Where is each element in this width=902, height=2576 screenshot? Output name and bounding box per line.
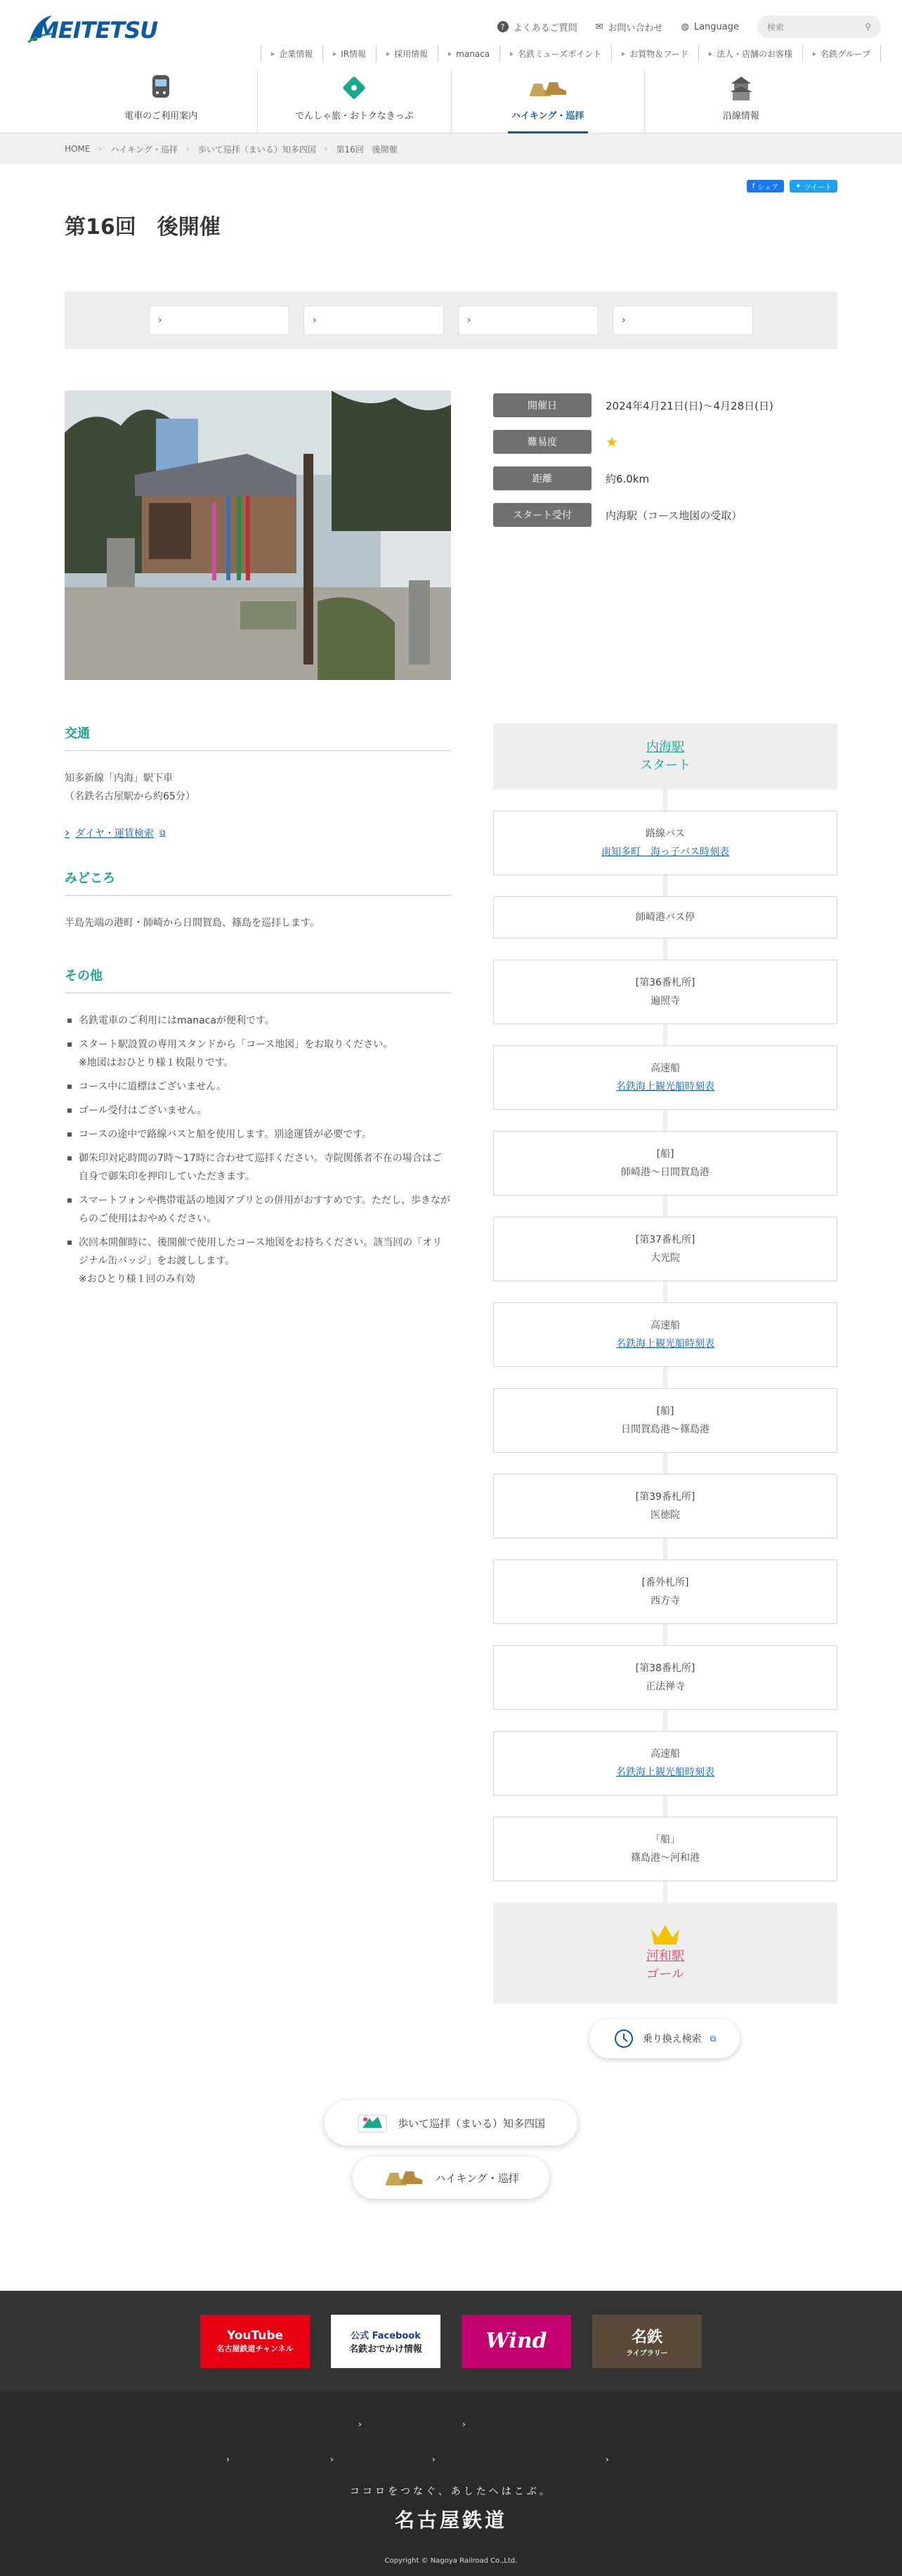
faq-link[interactable] bbox=[497, 20, 577, 34]
route-step bbox=[493, 960, 837, 1024]
share-buttons bbox=[747, 180, 837, 192]
info-row-distance bbox=[493, 465, 837, 492]
list-item: スタート駅設置の専用スタンドから「コース地図」をお取りください。 ※地図はおひとり様１枚限りです。 bbox=[65, 1035, 451, 1072]
route-connector bbox=[663, 790, 667, 811]
route-connector bbox=[663, 1024, 667, 1045]
route-step bbox=[493, 896, 837, 939]
hiking-link-button[interactable] bbox=[353, 2157, 549, 2199]
list-item: 次回本開催時に、後開催で使用したコース地図をお持ちください。該当回の「オリジナル缶バッジ」をお渡しします。 ※おひとり様１回のみ有効 bbox=[65, 1234, 451, 1288]
logo-text: MEITETSU bbox=[37, 17, 158, 44]
search-input[interactable] bbox=[757, 15, 881, 38]
subnav-label: 名鉄グループ bbox=[820, 49, 870, 59]
details-column bbox=[65, 724, 451, 1294]
list-item: ゴール受付はございません。 bbox=[65, 1101, 451, 1120]
info-row-start bbox=[493, 502, 837, 528]
clock-icon bbox=[613, 2028, 634, 2049]
chevron-right-icon: › bbox=[622, 315, 626, 326]
info-row-difficulty bbox=[493, 429, 837, 455]
chevron-right-icon: › bbox=[324, 144, 328, 154]
subnav-item[interactable] bbox=[438, 45, 500, 63]
route-connector bbox=[663, 1281, 667, 1302]
route-step bbox=[493, 1045, 837, 1110]
breadcrumb-item[interactable]: HOME bbox=[65, 144, 91, 154]
facebook-icon: f bbox=[752, 182, 755, 190]
route-step-title: [船] bbox=[656, 1149, 674, 1160]
chevron-right-icon: › bbox=[98, 144, 103, 154]
route-step-detail: 篠島港～河和港 bbox=[631, 1852, 700, 1864]
goal-label: ゴール bbox=[646, 1967, 684, 1982]
route-step bbox=[493, 1217, 837, 1281]
route-step-detail: 日間賀島港～篠島港 bbox=[621, 1424, 710, 1435]
route-step-detail: 大光院 bbox=[651, 1253, 680, 1264]
route-step-detail: 遍照寺 bbox=[651, 995, 680, 1007]
route-step-detail: 医徳院 bbox=[651, 1510, 680, 1521]
pilgrim-icon bbox=[357, 2112, 388, 2133]
hiking-link-label: ハイキング・巡拝 bbox=[435, 2171, 519, 2185]
list-item: 御朱印対応時間の7時～17時に合わせて巡拝ください。寺院関係者不在の場合はご自身で御朱印を押印していただきます。 bbox=[65, 1149, 451, 1186]
maira-link-button[interactable] bbox=[325, 2100, 577, 2145]
library-banner[interactable] bbox=[592, 2315, 702, 2368]
globe-icon: ◍ bbox=[681, 21, 689, 32]
twitter-icon: ✦ bbox=[795, 182, 802, 190]
footer-company: 名古屋鉄道 bbox=[394, 2509, 507, 2532]
banner-subtitle: 名鉄おでかけ情報 bbox=[349, 2343, 422, 2355]
route-connector bbox=[663, 1453, 667, 1474]
route-step-title: 「船」 bbox=[651, 1834, 680, 1845]
gnav-train[interactable] bbox=[65, 70, 258, 133]
route-step bbox=[493, 1302, 837, 1367]
route-step-title: [船] bbox=[656, 1406, 674, 1417]
facebook-share-button[interactable] bbox=[747, 180, 784, 192]
footer-tagline: ココロをつなぐ、あしたへはこぶ。 bbox=[350, 2486, 552, 2497]
chevron-right-icon[interactable]: › bbox=[462, 2419, 466, 2429]
timetable-search-link[interactable] bbox=[65, 825, 451, 840]
gnav-label: 電車のご利用案内 bbox=[124, 111, 198, 122]
footer-banners bbox=[0, 2291, 902, 2391]
temple-photo bbox=[65, 391, 451, 680]
subnav-label: 法人・店舗のお客様 bbox=[716, 49, 792, 59]
train-icon bbox=[150, 74, 171, 102]
chevron-right-icon[interactable]: › bbox=[432, 2454, 436, 2464]
route-step-title: 高速船 bbox=[651, 1320, 680, 1331]
global-nav bbox=[65, 70, 837, 133]
route-step-title: [第36番札所] bbox=[635, 977, 695, 988]
banner-title: Wind bbox=[485, 2329, 547, 2353]
route-connector bbox=[663, 1196, 667, 1217]
site-header bbox=[0, 0, 902, 133]
list-item: コースの途中で路線バスと船を使用します。別途運賃が必要です。 bbox=[65, 1125, 451, 1144]
contact-label: お問い合わせ bbox=[608, 22, 663, 34]
list-item: コース中に道標はございません。 bbox=[65, 1078, 451, 1096]
list-item: スマートフォンや携帯電話の地図アプリとの併用がおすすめです。ただし、歩きながらのご使用はおやめください。 bbox=[65, 1191, 451, 1228]
facebook-banner[interactable] bbox=[331, 2315, 440, 2368]
event-start: 内海駅（コース地図の受取） bbox=[606, 509, 743, 522]
subnav-label: 名鉄ミューズポイント bbox=[518, 49, 602, 59]
event-info bbox=[493, 392, 837, 538]
info-label: 開催日 bbox=[493, 393, 591, 417]
utility-nav bbox=[497, 15, 881, 38]
timetable-search-label: › ダイヤ・運賃検索 bbox=[75, 828, 154, 839]
route-step-title: 師崎港バス停 bbox=[636, 912, 695, 923]
route-step bbox=[493, 1731, 837, 1796]
info-label: スタート受付 bbox=[493, 503, 591, 527]
route-step bbox=[493, 1817, 837, 1881]
banner-title: 公式 Facebook bbox=[351, 2330, 421, 2341]
info-label: 難易度 bbox=[493, 430, 591, 454]
chevron-right-icon: › bbox=[185, 144, 190, 154]
subnav-label: お買物＆フード bbox=[629, 49, 688, 59]
language-link[interactable] bbox=[681, 22, 740, 32]
mail-icon: ✉ bbox=[595, 21, 603, 32]
anchor-tab[interactable] bbox=[303, 306, 444, 335]
goal-station-link[interactable]: 河和駅 bbox=[646, 1949, 684, 1963]
info-row-date bbox=[493, 392, 837, 419]
route-connector bbox=[663, 939, 667, 960]
breadcrumb bbox=[0, 133, 902, 164]
subnav-item[interactable] bbox=[323, 45, 377, 63]
breadcrumb-item[interactable]: ハイキング・巡拝 bbox=[110, 144, 178, 155]
twitter-share-label: ツイート bbox=[804, 183, 832, 192]
course-route bbox=[493, 724, 837, 2003]
crown-icon bbox=[650, 1922, 681, 1947]
timetable-link[interactable]: 名鉄海上観光船時刻表 bbox=[616, 1338, 714, 1349]
anchor-tabs bbox=[65, 292, 837, 349]
anchor-tab[interactable] bbox=[149, 306, 289, 335]
chevron-right-icon[interactable]: › bbox=[330, 2454, 334, 2464]
twitter-share-button[interactable] bbox=[790, 180, 837, 192]
route-step bbox=[493, 1131, 837, 1196]
external-link-icon: ⧉ bbox=[159, 828, 166, 837]
chevron-right-icon: › bbox=[467, 315, 471, 326]
chevron-right-icon: › bbox=[158, 315, 162, 326]
gnav-hiking[interactable] bbox=[452, 70, 645, 133]
gnav-area[interactable] bbox=[645, 70, 837, 133]
question-icon: ? bbox=[497, 21, 509, 32]
banner-title: 名鉄 bbox=[631, 2328, 662, 2346]
route-connector bbox=[663, 1367, 667, 1388]
highlights-text: 半島先端の港町・師崎から日間賀島、篠島を巡拝します。 bbox=[65, 917, 320, 929]
notes-list bbox=[65, 1012, 451, 1288]
route-step-title: [第39番札所] bbox=[635, 1491, 695, 1503]
access-text: （名鉄名古屋駅から約65分） bbox=[65, 791, 195, 802]
route-start bbox=[493, 724, 837, 790]
route-step-title: [番外札所] bbox=[641, 1577, 689, 1588]
start-label: スタート bbox=[640, 758, 691, 773]
route-step-detail: 正法禅寺 bbox=[646, 1681, 685, 1692]
route-step-title: 高速船 bbox=[651, 1748, 680, 1760]
route-steps bbox=[493, 790, 837, 1881]
subnav-label: IR情報 bbox=[341, 49, 367, 59]
route-connector bbox=[663, 1538, 667, 1560]
contact-link[interactable] bbox=[596, 20, 663, 34]
facebook-share-label: シェア bbox=[757, 183, 779, 192]
route-step-detail: 師崎港～日間賀島港 bbox=[621, 1167, 710, 1178]
subnav-item[interactable] bbox=[377, 45, 438, 63]
language-label: Language bbox=[693, 21, 739, 32]
gnav-ticket[interactable] bbox=[258, 70, 451, 133]
route-step-detail: 西方寺 bbox=[651, 1595, 680, 1607]
hiking-boots-icon bbox=[383, 2167, 425, 2188]
start-station-link[interactable]: 内海駅 bbox=[646, 740, 684, 754]
route-step bbox=[493, 1474, 837, 1538]
page-title: 第16回 後開催 bbox=[65, 215, 221, 240]
route-step bbox=[493, 1388, 837, 1453]
subnav-item[interactable] bbox=[699, 45, 803, 63]
transfer-search-label: 乗り換え検索 bbox=[642, 2034, 702, 2045]
search-icon[interactable]: ⚲ bbox=[865, 22, 871, 32]
wind-banner[interactable] bbox=[462, 2315, 571, 2368]
banner-subtitle: 名古屋鉄道チャンネル bbox=[216, 2343, 294, 2353]
highlights-heading: みどころ bbox=[65, 868, 451, 896]
anchor-tab[interactable] bbox=[458, 306, 599, 335]
route-connector bbox=[663, 1710, 667, 1731]
breadcrumb-current: 第16回 後開催 bbox=[336, 144, 398, 155]
timetable-link[interactable]: 名鉄海上観光船時刻表 bbox=[616, 1081, 714, 1092]
route-connector bbox=[663, 875, 667, 896]
access-text: 知多新線「内海」駅下車 bbox=[65, 773, 173, 784]
timetable-link[interactable]: 南知多町 海っ子バス時刻表 bbox=[601, 846, 729, 858]
route-step-title: [第38番札所] bbox=[635, 1663, 695, 1674]
access-heading: 交通 bbox=[65, 724, 451, 751]
event-date: 2024年4月21日(日)～4月28日(日) bbox=[606, 399, 773, 412]
timetable-link[interactable]: 名鉄海上観光船時刻表 bbox=[616, 1767, 714, 1778]
route-connector bbox=[663, 1110, 667, 1131]
external-link-icon: ⧉ bbox=[710, 2033, 717, 2044]
transfer-search-button[interactable] bbox=[589, 2019, 740, 2058]
subnav-item[interactable] bbox=[500, 45, 612, 63]
route-step bbox=[493, 811, 837, 875]
banner-subtitle: ライブラリー bbox=[626, 2349, 668, 2358]
youtube-banner[interactable] bbox=[200, 2315, 310, 2368]
chevron-right-icon: › bbox=[313, 315, 317, 326]
ticket-icon bbox=[340, 74, 368, 102]
gnav-label: 沿線情報 bbox=[722, 111, 759, 122]
breadcrumb-item[interactable]: 歩いて巡拝（まいる）知多四国 bbox=[197, 144, 316, 155]
route-goal bbox=[493, 1902, 837, 2003]
star-icon: ★ bbox=[606, 433, 618, 450]
anchor-tab[interactable] bbox=[613, 306, 753, 335]
hiking-boots-icon bbox=[527, 75, 569, 100]
chevron-right-icon[interactable]: › bbox=[358, 2419, 362, 2429]
subnav-item[interactable] bbox=[803, 45, 881, 63]
chevron-right-icon[interactable]: › bbox=[226, 2454, 230, 2464]
subnav-item[interactable] bbox=[612, 45, 699, 63]
route-step-title: [第37番札所] bbox=[635, 1234, 695, 1245]
sub-nav bbox=[261, 45, 881, 63]
maira-link-label: 歩いて巡拝（まいる）知多四国 bbox=[397, 2117, 545, 2130]
info-label: 距離 bbox=[493, 466, 591, 490]
gnav-label: でんしゃ旅・おトクなきっぷ bbox=[295, 111, 414, 122]
faq-label: よくあるご質問 bbox=[513, 22, 577, 34]
copyright: Copyright © Nagoya Railroad Co.,Ltd. bbox=[384, 2557, 518, 2565]
subnav-label: manaca bbox=[456, 48, 490, 59]
subnav-label: 採用情報 bbox=[394, 49, 429, 59]
route-connector bbox=[663, 1881, 667, 1902]
route-step-title: 高速船 bbox=[651, 1063, 680, 1074]
route-connector bbox=[663, 1796, 667, 1817]
other-heading: その他 bbox=[65, 966, 451, 993]
gnav-label: ハイキング・巡拝 bbox=[511, 111, 584, 122]
search-placeholder: 検索 bbox=[767, 22, 785, 32]
chevron-right-icon[interactable]: › bbox=[606, 2454, 609, 2464]
route-step bbox=[493, 1645, 837, 1710]
route-step bbox=[493, 1560, 837, 1624]
list-item: 名鉄電車のご利用にはmanacaが便利です。 bbox=[65, 1012, 451, 1030]
subnav-item[interactable] bbox=[261, 45, 323, 63]
event-distance: 約6.0km bbox=[606, 472, 650, 485]
castle-icon bbox=[727, 74, 755, 102]
route-connector bbox=[663, 1624, 667, 1645]
meitetsu-logo[interactable] bbox=[27, 10, 158, 45]
subnav-label: 企業情報 bbox=[279, 49, 313, 59]
banner-title: YouTube bbox=[226, 2328, 284, 2343]
route-step-title: 路線バス bbox=[646, 828, 685, 839]
